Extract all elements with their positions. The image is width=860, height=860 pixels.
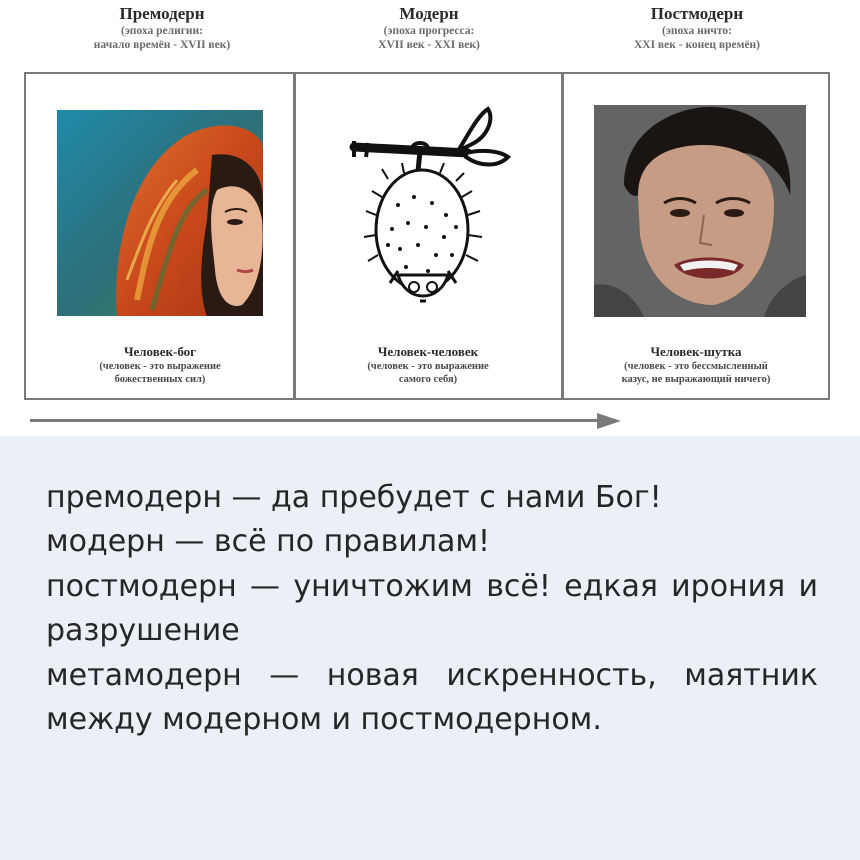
- caption-desc: (человек - это выражение: [99, 361, 221, 372]
- header-sub: (эпоха религии:: [121, 25, 203, 37]
- header-modern: [289, 4, 569, 52]
- header-title: Модерн: [399, 4, 459, 23]
- text-line: метамодерн — новая искренность, маятник между модерном и постмодерном.: [46, 657, 818, 738]
- divider: [561, 72, 564, 400]
- woman-headscarf-image: [57, 110, 263, 316]
- header-sub: (эпоха ничто:: [662, 25, 732, 37]
- timeline-arrowhead: [597, 413, 621, 429]
- caption-desc: самого себя): [398, 374, 458, 385]
- caption-modern: [303, 344, 553, 386]
- text-line: премодерн — да пребудет с нами Бог!: [46, 480, 662, 515]
- header-sub: XXI век - конец времён): [633, 39, 761, 51]
- header-sub: (эпоха прогресса:: [383, 25, 475, 37]
- caption-premodern: [35, 344, 285, 386]
- text-line: модерн — всё по правилам!: [46, 524, 491, 560]
- header-premodern: [22, 4, 302, 52]
- caption-desc: казус, не выражающий ничего): [621, 374, 771, 385]
- divider: [293, 72, 296, 400]
- grimacing-woman-image: [594, 105, 806, 317]
- header-sub: XVII век - XXI век): [378, 39, 480, 51]
- timeline-arrow: [30, 419, 600, 422]
- text-line: постмодерн — уничтожим всё! едкая ирония и разрушение: [46, 568, 818, 649]
- header-postmodern: [557, 4, 837, 52]
- caption-postmodern: [571, 344, 821, 386]
- body-text: [46, 476, 818, 742]
- hanging-hedgehog-drawing: [348, 105, 514, 315]
- header-title: Постмодерн: [650, 4, 744, 23]
- caption-title: Человек-шутка: [650, 344, 742, 359]
- header-sub: начало времён - XVII век): [93, 39, 231, 51]
- header-title: Премодерн: [119, 4, 205, 23]
- caption-desc: (человек - это бессмысленный: [624, 361, 768, 372]
- caption-desc: (человек - это выражение: [367, 361, 489, 372]
- caption-title: Человек-человек: [377, 344, 479, 359]
- caption-desc: божественных сил): [114, 374, 206, 385]
- caption-title: Человек-бог: [123, 344, 197, 359]
